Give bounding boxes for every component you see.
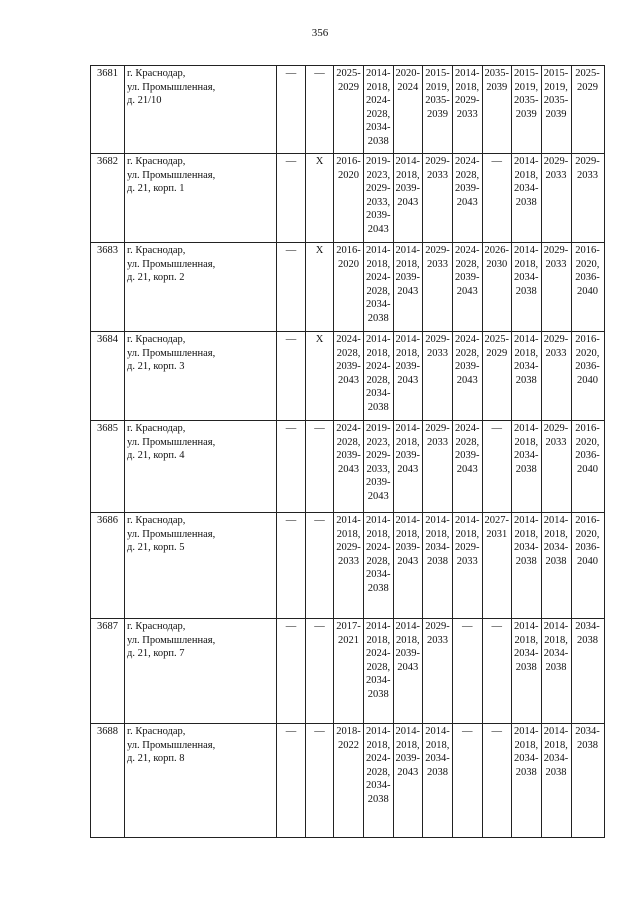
period-cell-2: 2019- 2023, 2029- 2033, 2039- 2043	[364, 421, 394, 513]
period-cell-3: 2014- 2018, 2039- 2043	[393, 513, 423, 619]
row-number: 3688	[91, 724, 125, 838]
table-row	[91, 332, 605, 421]
period-cell-2: 2014- 2018, 2024- 2028, 2034- 2038	[364, 513, 394, 619]
period-cell-9: 2034- 2038	[571, 619, 604, 724]
table-row	[91, 243, 605, 332]
period-cell-7: 2015- 2019, 2035- 2039	[512, 66, 542, 154]
period-cell-8: 2029- 2033	[541, 332, 571, 421]
table-row	[91, 619, 605, 724]
period-cell-9: 2016- 2020, 2036- 2040	[571, 243, 604, 332]
marker-cell-1: —	[277, 619, 306, 724]
period-cell-6: —	[482, 154, 512, 243]
address-cell: г. Краснодар, ул. Промышленная, д. 21, корп. 3	[125, 332, 277, 421]
marker-cell-1: —	[277, 421, 306, 513]
table-row	[91, 154, 605, 243]
period-cell-7: 2014- 2018, 2034- 2038	[512, 243, 542, 332]
table-row	[91, 724, 605, 838]
period-cell-2: 2019- 2023, 2029- 2033, 2039- 2043	[364, 154, 394, 243]
period-cell-7: 2014- 2018, 2034- 2038	[512, 619, 542, 724]
period-cell-4: 2029- 2033	[423, 619, 453, 724]
period-cell-4: 2029- 2033	[423, 421, 453, 513]
marker-cell-2: —	[306, 421, 334, 513]
period-cell-9: 2034- 2038	[571, 724, 604, 838]
period-cell-4: 2015- 2019, 2035- 2039	[423, 66, 453, 154]
period-cell-2: 2014- 2018, 2024- 2028, 2034- 2038	[364, 332, 394, 421]
table-row	[91, 513, 605, 619]
period-cell-8: 2029- 2033	[541, 154, 571, 243]
row-number: 3685	[91, 421, 125, 513]
period-cell-5: 2024- 2028, 2039- 2043	[453, 421, 483, 513]
period-cell-4: 2029- 2033	[423, 243, 453, 332]
marker-cell-2: Х	[306, 332, 334, 421]
period-cell-3: 2020- 2024	[393, 66, 423, 154]
address-cell: г. Краснодар, ул. Промышленная, д. 21/10	[125, 66, 277, 154]
marker-cell-1: —	[277, 332, 306, 421]
period-cell-3: 2014- 2018, 2039- 2043	[393, 332, 423, 421]
marker-cell-1: —	[277, 243, 306, 332]
address-cell: г. Краснодар, ул. Промышленная, д. 21, корп. 4	[125, 421, 277, 513]
marker-cell-2: —	[306, 513, 334, 619]
period-cell-4: 2029- 2033	[423, 154, 453, 243]
period-cell-7: 2014- 2018, 2034- 2038	[512, 332, 542, 421]
marker-cell-2: —	[306, 619, 334, 724]
marker-cell-1: —	[277, 513, 306, 619]
marker-cell-2: Х	[306, 154, 334, 243]
period-cell-5: 2014- 2018, 2029- 2033	[453, 513, 483, 619]
period-cell-3: 2014- 2018, 2039- 2043	[393, 421, 423, 513]
marker-cell-2: Х	[306, 243, 334, 332]
marker-cell-1: —	[277, 154, 306, 243]
address-cell: г. Краснодар, ул. Промышленная, д. 21, корп. 7	[125, 619, 277, 724]
period-cell-1: 2024- 2028, 2039- 2043	[334, 332, 364, 421]
period-cell-1: 2016- 2020	[334, 154, 364, 243]
period-cell-6: —	[482, 619, 512, 724]
period-cell-3: 2014- 2018, 2039- 2043	[393, 243, 423, 332]
address-cell: г. Краснодар, ул. Промышленная, д. 21, корп. 1	[125, 154, 277, 243]
period-cell-1: 2014- 2018, 2029- 2033	[334, 513, 364, 619]
period-cell-3: 2014- 2018, 2039- 2043	[393, 154, 423, 243]
row-number: 3687	[91, 619, 125, 724]
period-cell-5: 2024- 2028, 2039- 2043	[453, 332, 483, 421]
period-cell-1: 2025- 2029	[334, 66, 364, 154]
period-cell-2: 2014- 2018, 2024- 2028, 2034- 2038	[364, 243, 394, 332]
period-cell-7: 2014- 2018, 2034- 2038	[512, 421, 542, 513]
period-cell-6: 2026- 2030	[482, 243, 512, 332]
marker-cell-2: —	[306, 66, 334, 154]
period-cell-8: 2014- 2018, 2034- 2038	[541, 619, 571, 724]
period-cell-1: 2017- 2021	[334, 619, 364, 724]
period-cell-2: 2014- 2018, 2024- 2028, 2034- 2038	[364, 66, 394, 154]
period-cell-7: 2014- 2018, 2034- 2038	[512, 513, 542, 619]
row-number: 3686	[91, 513, 125, 619]
period-cell-9: 2029- 2033	[571, 154, 604, 243]
period-cell-2: 2014- 2018, 2024- 2028, 2034- 2038	[364, 619, 394, 724]
table-row	[91, 421, 605, 513]
period-cell-2: 2014- 2018, 2024- 2028, 2034- 2038	[364, 724, 394, 838]
period-cell-6: —	[482, 724, 512, 838]
period-cell-4: 2014- 2018, 2034- 2038	[423, 724, 453, 838]
period-cell-8: 2015- 2019, 2035- 2039	[541, 66, 571, 154]
marker-cell-1: —	[277, 66, 306, 154]
period-cell-7: 2014- 2018, 2034- 2038	[512, 724, 542, 838]
period-cell-5: 2024- 2028, 2039- 2043	[453, 243, 483, 332]
table-row	[91, 66, 605, 154]
row-number: 3682	[91, 154, 125, 243]
period-cell-1: 2016- 2020	[334, 243, 364, 332]
period-cell-5: 2014- 2018, 2029- 2033	[453, 66, 483, 154]
period-cell-6: 2027- 2031	[482, 513, 512, 619]
period-cell-6: 2035- 2039	[482, 66, 512, 154]
period-cell-9: 2016- 2020, 2036- 2040	[571, 421, 604, 513]
period-cell-7: 2014- 2018, 2034- 2038	[512, 154, 542, 243]
marker-cell-1: —	[277, 724, 306, 838]
period-cell-1: 2018- 2022	[334, 724, 364, 838]
marker-cell-2: —	[306, 724, 334, 838]
period-cell-5: —	[453, 724, 483, 838]
period-cell-8: 2014- 2018, 2034- 2038	[541, 513, 571, 619]
period-cell-5: —	[453, 619, 483, 724]
period-cell-8: 2029- 2033	[541, 421, 571, 513]
address-cell: г. Краснодар, ул. Промышленная, д. 21, корп. 5	[125, 513, 277, 619]
period-cell-3: 2014- 2018, 2039- 2043	[393, 724, 423, 838]
period-cell-6: 2025- 2029	[482, 332, 512, 421]
period-cell-5: 2024- 2028, 2039- 2043	[453, 154, 483, 243]
period-cell-9: 2016- 2020, 2036- 2040	[571, 513, 604, 619]
row-number: 3684	[91, 332, 125, 421]
address-cell: г. Краснодар, ул. Промышленная, д. 21, корп. 8	[125, 724, 277, 838]
period-cell-4: 2029- 2033	[423, 332, 453, 421]
row-number: 3681	[91, 66, 125, 154]
period-cell-8: 2029- 2033	[541, 243, 571, 332]
table-body	[91, 66, 605, 838]
housing-schedule-table	[90, 65, 605, 838]
row-number: 3683	[91, 243, 125, 332]
address-cell: г. Краснодар, ул. Промышленная, д. 21, корп. 2	[125, 243, 277, 332]
period-cell-4: 2014- 2018, 2034- 2038	[423, 513, 453, 619]
period-cell-9: 2025- 2029	[571, 66, 604, 154]
page-number: 356	[311, 27, 329, 39]
period-cell-9: 2016- 2020, 2036- 2040	[571, 332, 604, 421]
period-cell-3: 2014- 2018, 2039- 2043	[393, 619, 423, 724]
period-cell-8: 2014- 2018, 2034- 2038	[541, 724, 571, 838]
period-cell-1: 2024- 2028, 2039- 2043	[334, 421, 364, 513]
period-cell-6: —	[482, 421, 512, 513]
